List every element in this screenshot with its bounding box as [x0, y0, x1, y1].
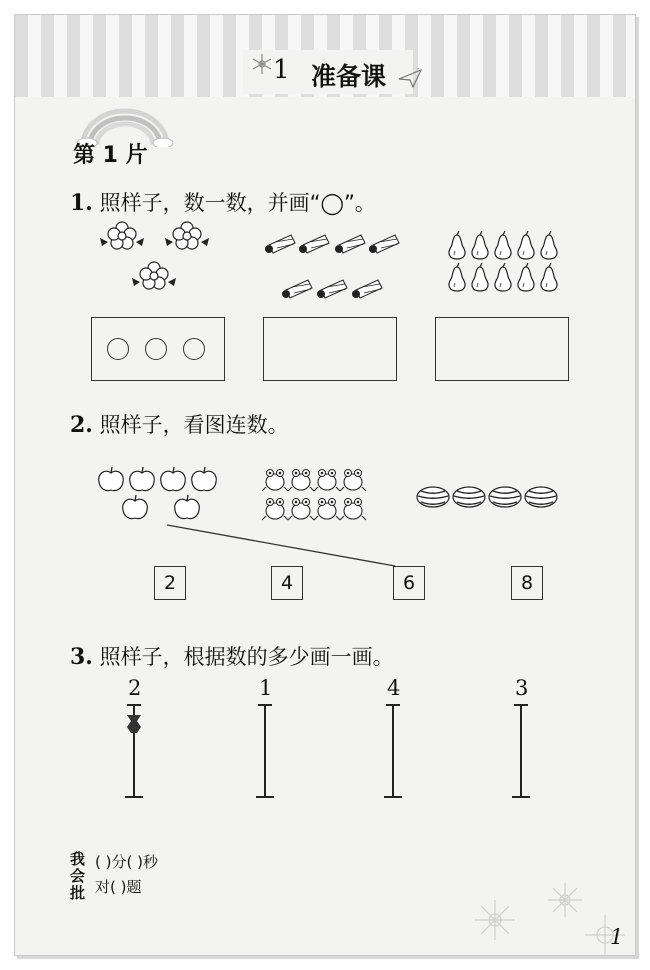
abacus-label-2: 1	[259, 676, 273, 700]
question-2-text: 照样子，看图连数。	[99, 413, 289, 437]
abacus-label-4: 3	[515, 676, 529, 700]
page-number: 1	[610, 925, 624, 949]
correct-count: 对( )题	[95, 878, 142, 896]
time-record: ( )分( )秒	[95, 853, 158, 871]
question-3-number: 3.	[70, 644, 93, 670]
lesson-title: 准备课	[311, 62, 387, 91]
question-1-text: 照样子，数一数，并画“◯”。	[99, 191, 376, 215]
lesson-number: 1	[273, 55, 290, 85]
abacus-rods	[15, 15, 635, 955]
grading-label: 我会批	[70, 850, 86, 902]
worksheet-page	[14, 14, 636, 956]
question-2-number: 2.	[70, 412, 93, 438]
number-box-8[interactable]: 8	[511, 566, 543, 600]
section-label: 第 1 片	[73, 143, 148, 168]
number-box-6[interactable]: 6	[393, 566, 425, 600]
number-box-4[interactable]: 4	[271, 566, 303, 600]
question-1-number: 1.	[70, 190, 93, 216]
abacus-label-3: 4	[387, 676, 401, 700]
number-box-2[interactable]: 2	[154, 566, 186, 600]
abacus-bead	[127, 715, 141, 727]
question-3-text: 照样子，根据数的多少画一画。	[99, 645, 394, 669]
abacus-bead	[127, 727, 141, 733]
abacus-label-1: 2	[128, 676, 142, 700]
